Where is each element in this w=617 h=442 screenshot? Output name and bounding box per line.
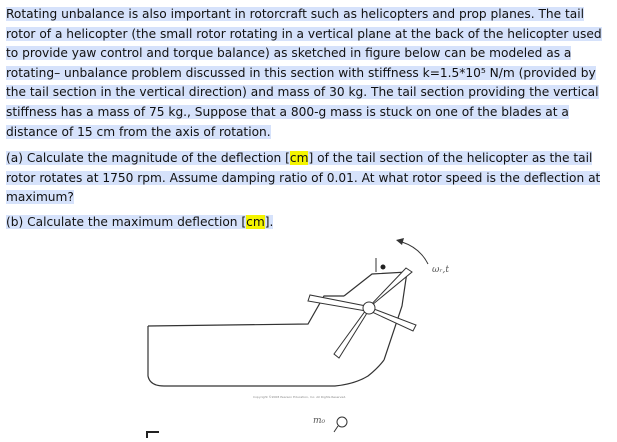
part-b-text-end: ]. [264, 214, 274, 229]
part-a-unit-highlight: cm [289, 151, 309, 166]
mass-line [334, 426, 338, 432]
cropped-figure-edge [146, 431, 159, 438]
unbalance-mass-dot [381, 265, 386, 270]
mass-circle [337, 417, 347, 427]
rotation-direction-arrow [402, 242, 428, 264]
helicopter-tail-figure [140, 236, 470, 438]
part-a-text-start: (a) Calculate the magnitude of the deflection [ [6, 151, 290, 166]
tail-fin-outline [344, 272, 407, 360]
problem-paragraph [6, 5, 606, 142]
part-a-text-end: ] of the tail section of the helicopter as the tail rotor rotates at 1750 rpm. Assume damping ratio of 0.01. At what rotor speed is the deflection at maximum? [6, 151, 601, 205]
tail-rotor-diagram [140, 236, 470, 438]
mass-label: m₀ [313, 416, 326, 426]
angular-speed-label: ωᵣ,t [432, 265, 449, 275]
problem-statement-text: Rotating unbalance is also important in rotorcraft such as helicopters and prop planes. The tail rotor of a helicopter (the small rotor rotating in a vertical plane at the back of the helicopter used to provide yaw control and torque balance) as sketched in figure below can be modeled as a rotating– unbalance problem discussed in this section with stiffness k=1.5*10⁵ N/m (provided by the tail section in the vertical direction) and mass of 30 kg. The tail section providing the vertical stiffness has a mass of 75 kg., Suppose that a 800-g mass is stuck on one of the blades at a distance of 15 cm from the axis of rotation. [6, 7, 602, 139]
part-b-text-start: (b) Calculate the maximum deflection [ [6, 214, 247, 229]
rotor-hub [363, 302, 375, 314]
rotation-arrow-head [396, 238, 404, 245]
copyright-notice: Copyright ©2008 Pearson Education, Inc. All Rights Reserved. [253, 395, 347, 399]
part-b-unit-highlight: cm [246, 214, 265, 229]
part-a-paragraph [6, 149, 606, 208]
part-b-paragraph [6, 213, 606, 233]
rotor-blade-3 [308, 295, 372, 312]
problem-text [6, 5, 606, 233]
